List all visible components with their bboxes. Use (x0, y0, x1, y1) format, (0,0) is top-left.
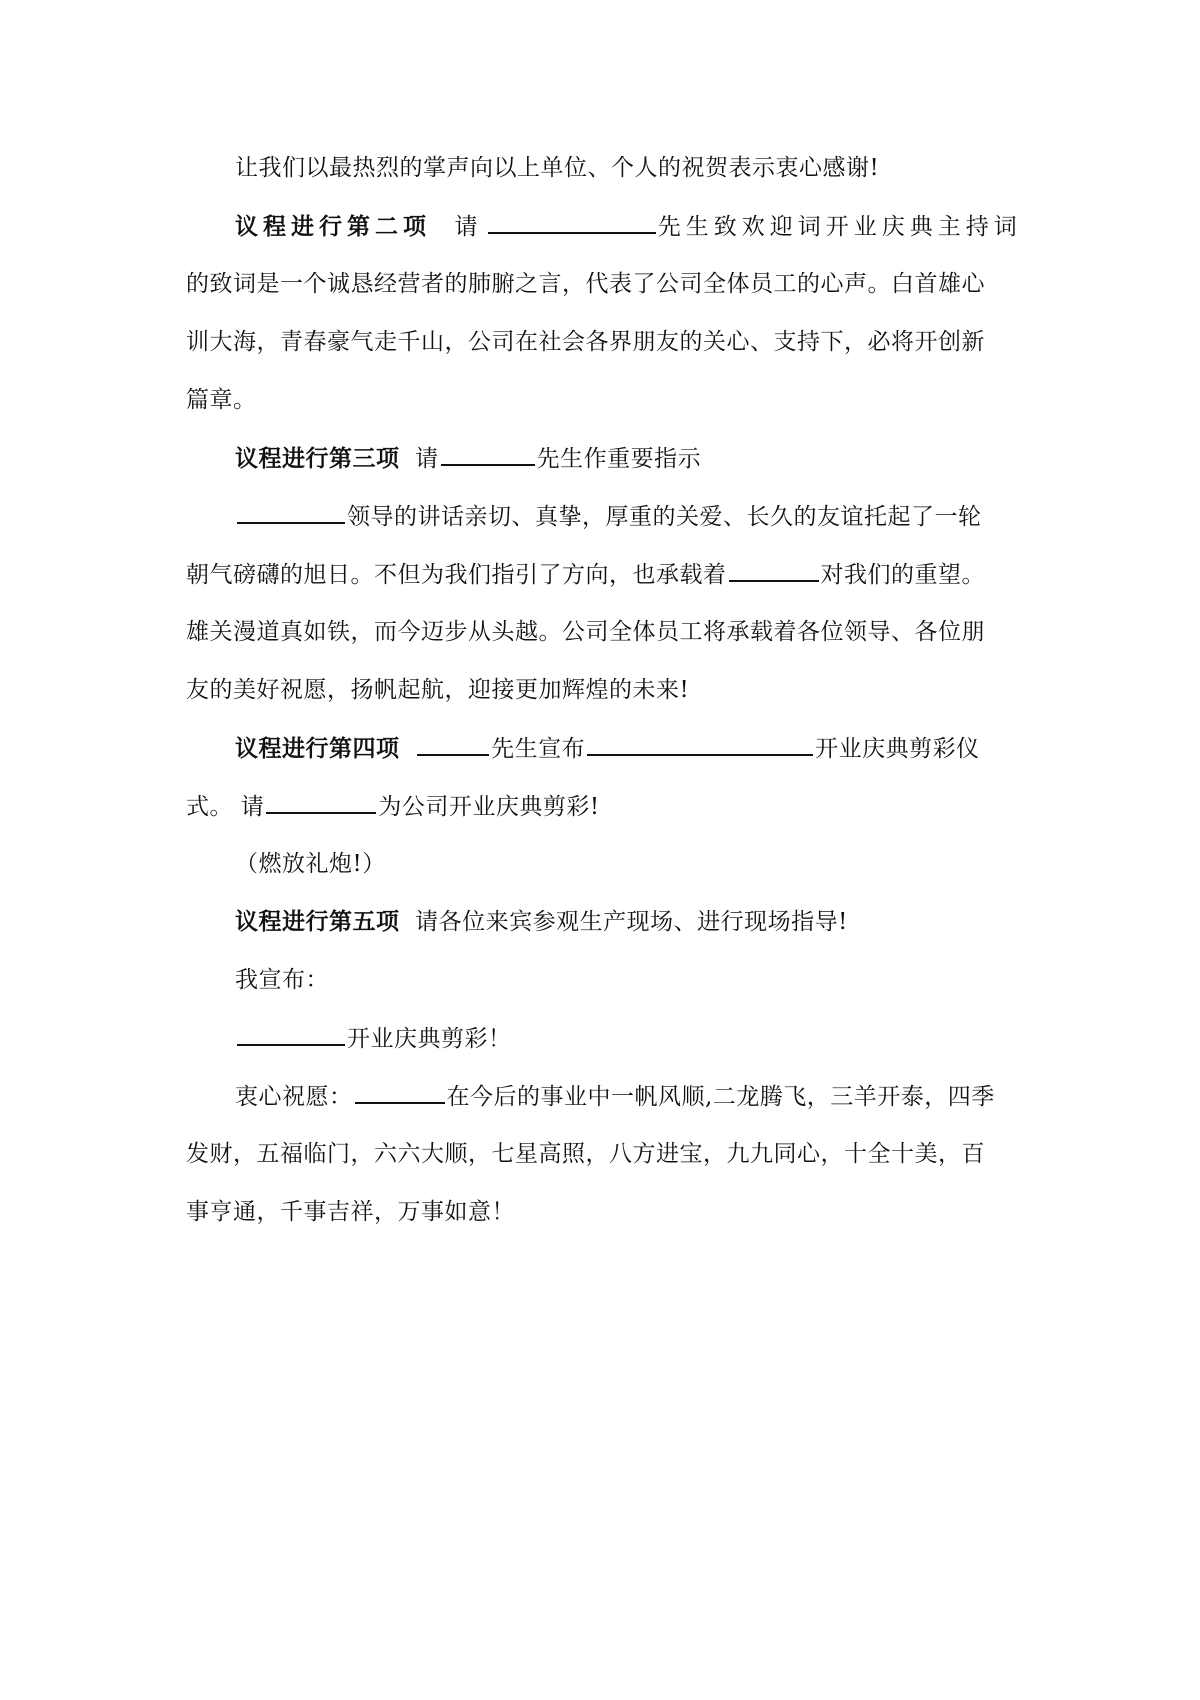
paragraph-line (186, 1136, 1026, 1172)
agenda-item-3-line (235, 440, 1025, 477)
paragraph-text: 训大海，青春豪气走千山，公司在社会各界朋友的关心、支持下，必将开创新 (186, 329, 985, 355)
agenda-item-2-text: 先生致欢迎词开业庆典主持词 (657, 214, 1022, 240)
fill-blank (237, 1020, 345, 1046)
paragraph-text: 为公司开业庆典剪彩! (378, 794, 600, 820)
paragraph-line (186, 556, 1026, 593)
paragraph-line (186, 672, 1026, 708)
paragraph-text: 事亨通，千事吉祥，万事如意！ (186, 1199, 515, 1225)
paragraph-text: 友的美好祝愿，扬帆起航，迎接更加辉煌的未来! (186, 677, 690, 703)
agenda-item-3-heading: 议程进行第三项 (235, 445, 400, 472)
fill-blank (237, 498, 345, 524)
paragraph-line (186, 1194, 1026, 1230)
paragraph-text: 我宣布： (235, 967, 329, 993)
agenda-item-2-request: 请 (454, 214, 478, 240)
fill-blank (729, 556, 819, 582)
agenda-item-4-heading: 议程进行第四项 (235, 735, 400, 762)
paragraph-thanks (235, 150, 1025, 186)
paragraph-line (235, 498, 1025, 535)
paragraph-line (186, 324, 1026, 360)
paragraph-text: 雄关漫道真如铁，而今迈步从头越。公司全体员工将承载着各位领导、各位朋 (186, 619, 985, 645)
paragraph-line (235, 846, 1025, 882)
paragraph-text: 衷心祝愿： (235, 1084, 353, 1110)
paragraph-text: 的致词是一个诚恳经营者的肺腑之言，代表了公司全体员工的心声。白首雄心 (186, 271, 985, 297)
agenda-item-3-text: 先生作重要指示 (536, 446, 702, 472)
paragraph-text: （燃放礼炮!） (235, 851, 386, 877)
agenda-item-5-heading: 议程进行第五项 (235, 908, 400, 935)
fill-blank (488, 208, 656, 234)
paragraph-text: 朝气磅礴的旭日。不但为我们指引了方向，也承载着 (186, 562, 727, 588)
agenda-item-3-request: 请 (415, 446, 439, 472)
paragraph-line (186, 266, 1026, 302)
agenda-item-5-text: 请各位来宾参观生产现场、进行现场指导! (415, 909, 848, 935)
fill-blank (355, 1078, 445, 1104)
paragraph-text: 开业庆典剪彩！ (347, 1026, 512, 1052)
agenda-item-2-line (235, 208, 1025, 245)
paragraph-line (186, 788, 1026, 825)
paragraph-line (186, 382, 1026, 418)
agenda-item-4-text: 开业庆典剪彩仪 (815, 736, 980, 762)
paragraph-line (235, 1020, 1025, 1057)
fill-blank (266, 788, 376, 814)
paragraph-text: 式。 请 (186, 794, 265, 820)
thanks-text: 让我们以最热烈的掌声向以上单位、个人的祝贺表示衷心感谢! (235, 155, 880, 181)
paragraph-line (186, 614, 1026, 650)
paragraph-text: 对我们的重望。 (820, 562, 985, 588)
agenda-item-2-heading: 议程进行第二项 (235, 213, 431, 240)
paragraph-text: 篇章。 (186, 387, 257, 413)
paragraph-line (235, 962, 1025, 998)
paragraph-text: 发财，五福临门，六六大顺，七星高照，八方进宝，九九同心，十全十美，百 (186, 1141, 985, 1167)
fill-blank (417, 730, 489, 756)
paragraph-line (235, 1078, 1025, 1115)
fill-blank (587, 730, 813, 756)
fill-blank (441, 440, 535, 466)
paragraph-text: 领导的讲话亲切、真挚，厚重的关爱、长久的友谊托起了一轮 (347, 504, 982, 530)
agenda-item-5-line (235, 904, 1025, 940)
agenda-item-4-text: 先生宣布 (491, 736, 586, 762)
agenda-item-4-line (235, 730, 1025, 767)
paragraph-text: 在今后的事业中一帆风顺,二龙腾飞，三羊开泰，四季 (446, 1084, 995, 1110)
